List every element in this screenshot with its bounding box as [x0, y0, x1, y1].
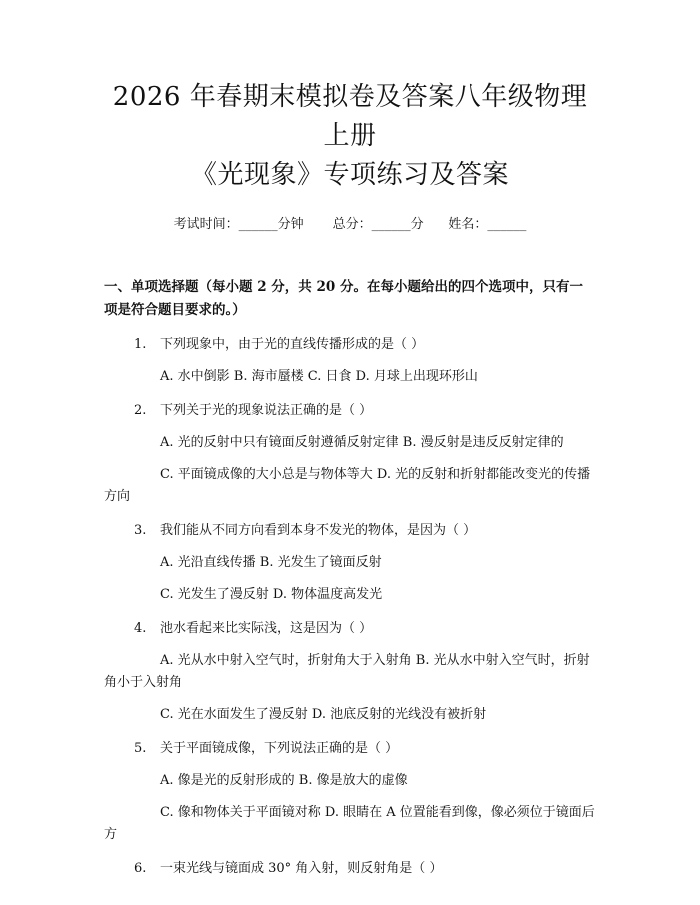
question-4	[104, 618, 596, 640]
exam-score: 总分：______分	[332, 217, 424, 232]
question-stem: 一束光线与镜面成 30° 角入射，则反射角是（ ）	[160, 861, 443, 876]
title-line-2: 《光现象》专项练习及答案	[190, 160, 509, 190]
question-3	[104, 520, 596, 542]
question-stem: 我们能从不同方向看到本身不发光的物体，是因为（ ）	[160, 523, 477, 538]
question-2-options-ab: A. 光的反射中只有镜面反射遵循反射定律 B. 漫反射是违反反射定律的	[160, 435, 564, 450]
question-number: 2.	[134, 403, 147, 418]
question-5-options-ab: A. 像是光的反射形成的 B. 像是放大的虚像	[160, 773, 408, 788]
question-1-options: A. 水中倒影 B. 海市蜃楼 C. 日食 D. 月球上出现环形山	[160, 369, 478, 384]
question-number: 6.	[134, 861, 147, 876]
question-3-options-cd: C. 光发生了漫反射 D. 物体温度高发光	[160, 587, 383, 602]
question-stem: 下列现象中，由于光的直线传播形成的是（ ）	[160, 337, 425, 352]
question-number: 3.	[134, 523, 147, 538]
question-number: 4.	[134, 621, 147, 636]
exam-info	[104, 213, 596, 232]
question-3-options-ab: A. 光沿直线传播 B. 光发生了镜面反射	[160, 555, 382, 570]
question-2-options-cd: C. 平面镜成像的大小总是与物体等大 D. 光的反射和折射都能改变光的传播方向	[104, 467, 591, 504]
section-heading: 一、单项选择题（每小题 2 分，共 20 分。在每小题给出的四个选项中，只有一项是符合题目要求的。）	[104, 279, 583, 318]
question-5	[104, 738, 596, 760]
question-4-options-cd: C. 光在水面发生了漫反射 D. 池底反射的光线没有被折射	[160, 707, 487, 722]
question-number: 5.	[134, 741, 147, 756]
exam-time: 考试时间：______分钟	[173, 217, 304, 232]
document-title	[104, 78, 596, 195]
title-line-1: 2026 年春期末模拟卷及答案八年级物理上册	[112, 82, 588, 151]
question-2	[104, 400, 596, 422]
question-stem: 池水看起来比实际浅，这是因为（ ）	[160, 621, 373, 636]
question-list	[104, 334, 596, 880]
question-6	[104, 858, 596, 880]
question-1	[104, 334, 596, 356]
question-stem: 下列关于光的现象说法正确的是（ ）	[160, 403, 373, 418]
question-stem: 关于平面镜成像，下列说法正确的是（ ）	[160, 741, 399, 756]
question-number: 1.	[134, 337, 147, 352]
exam-name: 姓名：______	[448, 217, 527, 232]
question-5-options-cd: C. 像和物体关于平面镜对称 D. 眼睛在 A 位置能看到像，像必须位于镜面后方	[104, 805, 595, 842]
question-4-options-ab: A. 光从水中射入空气时，折射角大于入射角 B. 光从水中射入空气时，折射角小于入射角	[104, 653, 590, 690]
